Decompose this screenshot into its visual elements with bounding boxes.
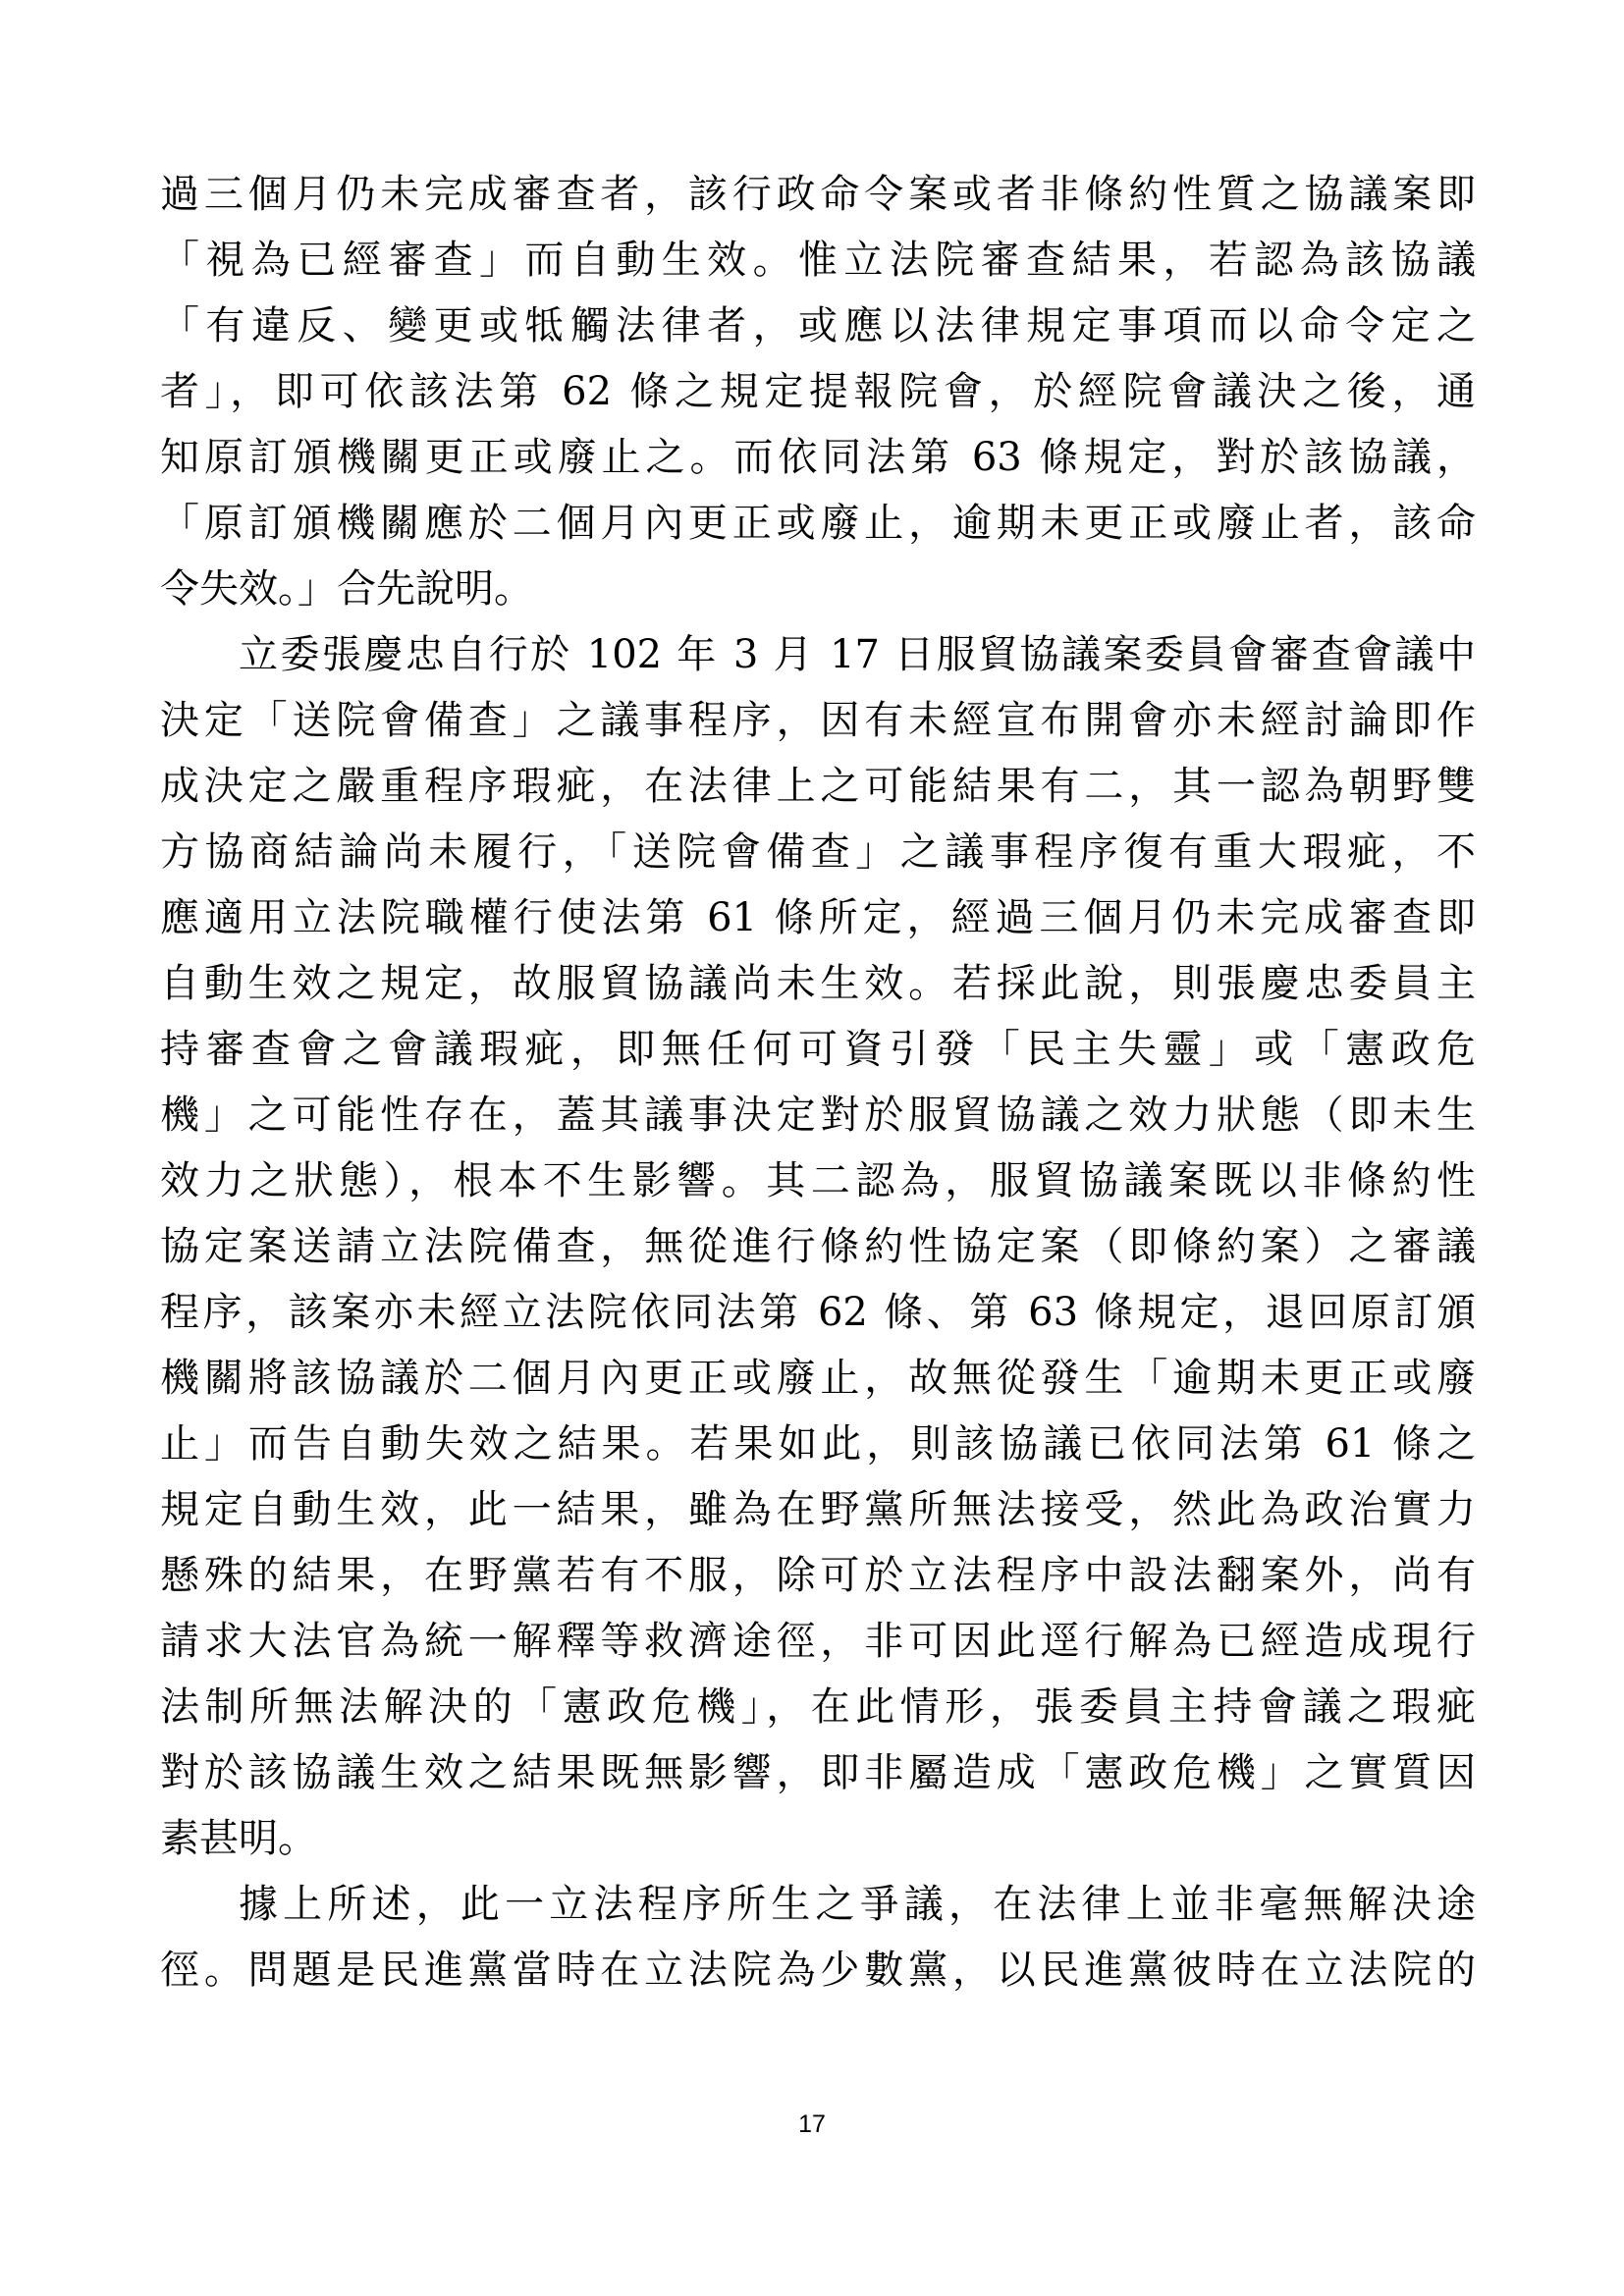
paragraph-2-line-10: 協定案送請立法院備查，無從進行條約性協定案（即條約案）之審議 (160, 1224, 1476, 1269)
paragraph-1-line-5: 知原訂頒機關更正或廢止之。而依同法第 63 條規定，對於該協議， (160, 435, 1476, 480)
paragraph-1-line-1: 過三個月仍未完成審查者，該行政命令案或者非條約性質之協議案即 (160, 172, 1476, 217)
paragraph-1-line-7: 令失效。」合先說明。 (160, 566, 533, 612)
paragraph-2-line-7: 持審查會之會議瑕疵，即無任何可資引發「民主失靈」或「憲政危 (160, 1027, 1476, 1072)
paragraph-2-line-12: 機關將該協議於二個月內更正或廢止，故無從發生「逾期未更正或廢 (160, 1356, 1476, 1401)
paragraph-2-line-14: 規定自動生效，此一結果，雖為在野黨所無法接受，然此為政治實力 (160, 1487, 1476, 1532)
page-number: 17 (798, 2110, 826, 2138)
paragraph-2-line-19: 素甚明。 (160, 1816, 317, 1861)
paragraph-2-line-1: 立委張慶忠自行於 102 年 3 月 17 日服貿協議案委員會審查會議中 (239, 632, 1476, 677)
paragraph-2-line-2: 決定「送院會備查」之議事程序，因有未經宣布開會亦未經討論即作 (160, 698, 1476, 743)
paragraph-1-line-2: 「視為已經審查」而自動生效。惟立法院審查結果，若認為該協議 (160, 238, 1476, 283)
paragraph-2-line-11: 程序，該案亦未經立法院依同法第 62 條、第 63 條規定，退回原訂頒 (160, 1290, 1476, 1335)
paragraph-2-line-15: 懸殊的結果，在野黨若有不服，除可於立法程序中設法翻案外，尚有 (160, 1553, 1476, 1598)
paragraph-1-line-6: 「原訂頒機關應於二個月內更正或廢止，逾期未更正或廢止者，該命 (160, 501, 1476, 546)
paragraph-2-line-8: 機」之可能性存在，蓋其議事決定對於服貿協議之效力狀態（即未生 (160, 1093, 1476, 1138)
paragraph-2-line-13: 止」而告自動失效之結果。若果如此，則該協議已依同法第 61 條之 (160, 1421, 1476, 1467)
paragraph-2-line-16: 請求大法官為統一解釋等救濟途徑，非可因此逕行解為已經造成現行 (160, 1619, 1476, 1664)
paragraph-2-line-4: 方協商結論尚未履行，「送院會備查」之議事程序復有重大瑕疵，不 (160, 829, 1476, 875)
paragraph-3-line-1: 據上所述，此一立法程序所生之爭議，在法律上並非毫無解決途 (239, 1882, 1476, 1927)
paragraph-2-line-6: 自動生效之規定，故服貿協議尚未生效。若採此說，則張慶忠委員主 (160, 961, 1476, 1006)
paragraph-1-line-4: 者」，即可依該法第 62 條之規定提報院會，於經院會議決之後，通 (160, 369, 1476, 414)
paragraph-2-line-3: 成決定之嚴重程序瑕疵，在法律上之可能結果有二，其一認為朝野雙 (160, 764, 1476, 809)
paragraph-1-line-3: 「有違反、變更或牴觸法律者，或應以法律規定事項而以命令定之 (160, 303, 1476, 348)
paragraph-3-line-2: 徑。問題是民進黨當時在立法院為少數黨，以民進黨彼時在立法院的 (160, 1948, 1476, 1993)
paragraph-2-line-18: 對於該協議生效之結果既無影響，即非屬造成「憲政危機」之實質因 (160, 1750, 1476, 1795)
paragraph-2-line-9: 效力之狀態），根本不生影響。其二認為，服貿協議案既以非條約性 (160, 1158, 1476, 1203)
body-text (160, 162, 1476, 2003)
paragraph-2-line-5: 應適用立法院職權行使法第 61 條所定，經過三個月仍未完成審查即 (160, 895, 1476, 940)
paragraph-2-line-17: 法制所無法解決的「憲政危機」，在此情形，張委員主持會議之瑕疵 (160, 1684, 1476, 1730)
